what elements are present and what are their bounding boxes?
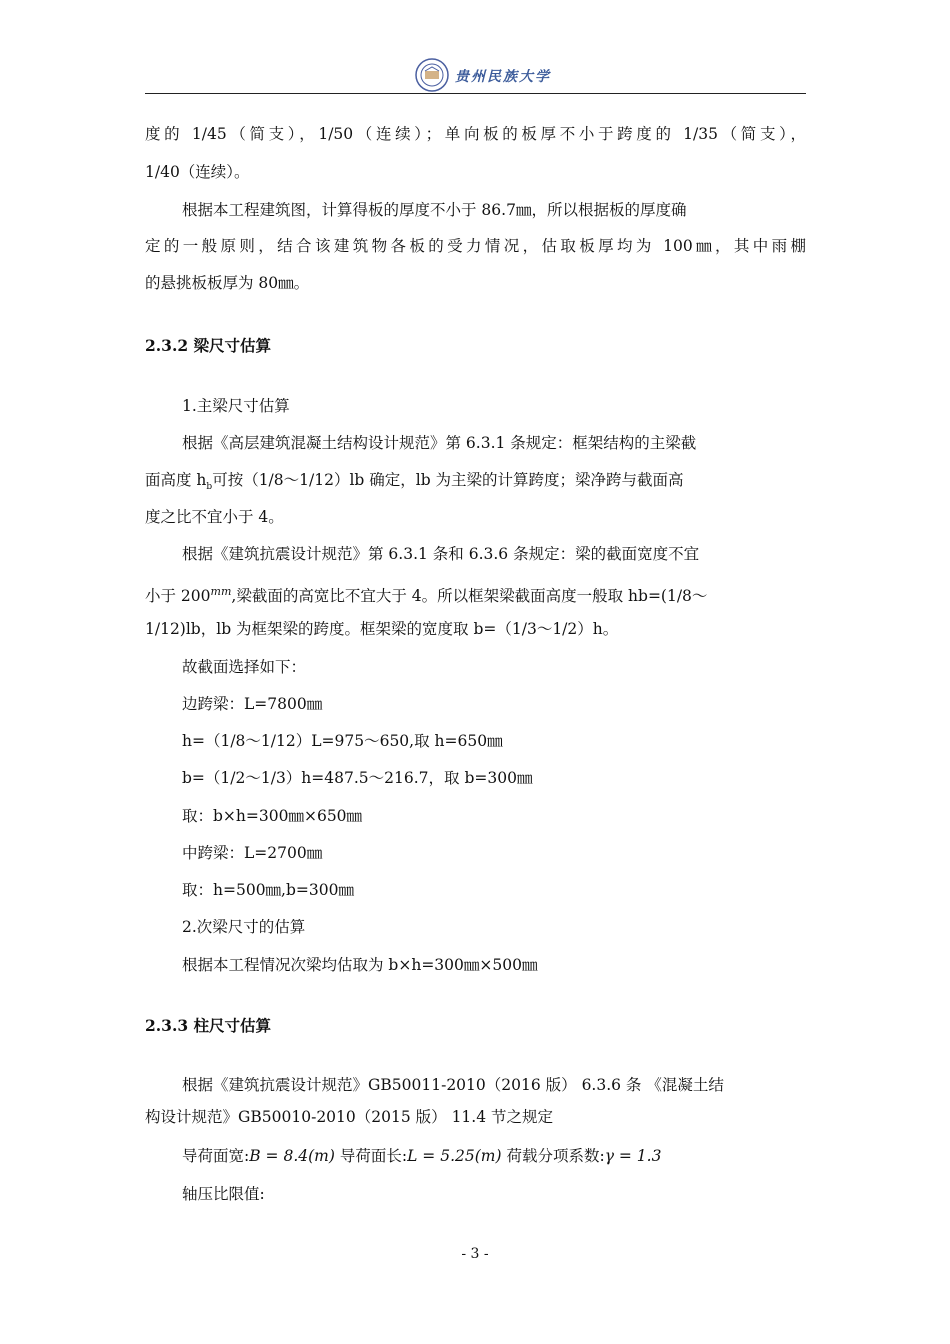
text-line: 构设计规范》GB50010-2010（2015 版） 11.4 节之规定 xyxy=(145,1108,554,1126)
header-rule xyxy=(145,93,806,94)
text-line: 轴压比限值: xyxy=(182,1185,265,1203)
text-line: 根据本工程情况次梁均估取为 b×h=300㎜×500㎜ xyxy=(182,956,538,974)
text-fragment: 荷载分项系数: xyxy=(501,1147,605,1165)
math-formula: γ = 1.3 xyxy=(604,1147,662,1165)
text-line: 1/12)lb，lb 为框架梁的跨度。框架梁的宽度取 b=（1/3～1/2）h。 xyxy=(145,620,619,638)
text-line: 取：b×h=300㎜×650㎜ xyxy=(182,807,363,825)
page-header xyxy=(145,56,806,94)
text-fragment: 导荷面长: xyxy=(334,1147,408,1165)
text-line: b=（1/2～1/3）h=487.5～216.7，取 b=300㎜ xyxy=(182,769,533,787)
text-line: 根据《建筑抗震设计规范》GB50011-2010（2016 版） 6.3.6 条 《混凝土结 xyxy=(182,1076,724,1094)
text-line: 1/40（连续）。 xyxy=(145,163,250,181)
university-seal-icon xyxy=(415,58,449,92)
text-line xyxy=(145,470,684,497)
text-line: 度的 1/45（简支），1/50（连续）；单向板的板厚不小于跨度的 1/35（简支）， xyxy=(145,125,806,143)
section-heading: 2.3.2 梁尺寸估算 xyxy=(145,336,272,355)
page-number: - 3 - xyxy=(461,1246,489,1262)
text-line: 边跨梁：L=7800㎜ xyxy=(182,695,323,713)
math-formula: B = 8.4(m) xyxy=(249,1147,335,1165)
text-fragment: 可按（1/8～1/12）lb 确定，lb 为主梁的计算跨度；梁净跨与截面高 xyxy=(212,471,684,489)
section-heading: 2.3.3 柱尺寸估算 xyxy=(145,1016,272,1035)
text-line: h=（1/8～1/12）L=975～650,取 h=650㎜ xyxy=(182,732,503,750)
text-line: 根据《建筑抗震设计规范》第 6.3.1 条和 6.3.6 条规定：梁的截面宽度不宜 xyxy=(182,545,700,563)
text-fragment: 小于 200 xyxy=(145,587,211,606)
text-line: 1.主梁尺寸估算 xyxy=(182,397,290,415)
text-line: 根据《高层建筑混凝土结构设计规范》第 6.3.1 条规定：框架结构的主梁截 xyxy=(182,434,697,452)
text-line: 度之比不宜小于 4。 xyxy=(145,508,284,526)
unit-mm: mm xyxy=(210,585,232,598)
text-line xyxy=(145,582,707,606)
text-fragment: ,梁截面的高宽比不宜大于 4。所以框架梁截面高度一般取 hb=(1/8～ xyxy=(231,587,708,606)
text-fragment: 面高度 h xyxy=(145,471,207,489)
subscript: b xyxy=(206,482,213,493)
text-line xyxy=(182,1146,661,1166)
text-line: 中跨梁：L=2700㎜ xyxy=(182,844,323,862)
text-line: 故截面选择如下： xyxy=(182,658,307,676)
text-line: 定的一般原则，结合该建筑物各板的受力情况，估取板厚均为 100㎜，其中雨棚 xyxy=(145,237,806,255)
university-name: 贵州民族大学 xyxy=(455,69,551,85)
text-line: 的悬挑板板厚为 80㎜。 xyxy=(145,274,310,292)
text-line: 取：h=500㎜,b=300㎜ xyxy=(182,881,354,899)
math-formula: L = 5.25(m) xyxy=(407,1147,502,1165)
text-line: 2.次梁尺寸的估算 xyxy=(182,918,306,936)
text-fragment: 导荷面宽: xyxy=(182,1147,250,1165)
text-line: 根据本工程建筑图，计算得板的厚度不小于 86.7㎜，所以根据板的厚度确 xyxy=(182,201,687,219)
